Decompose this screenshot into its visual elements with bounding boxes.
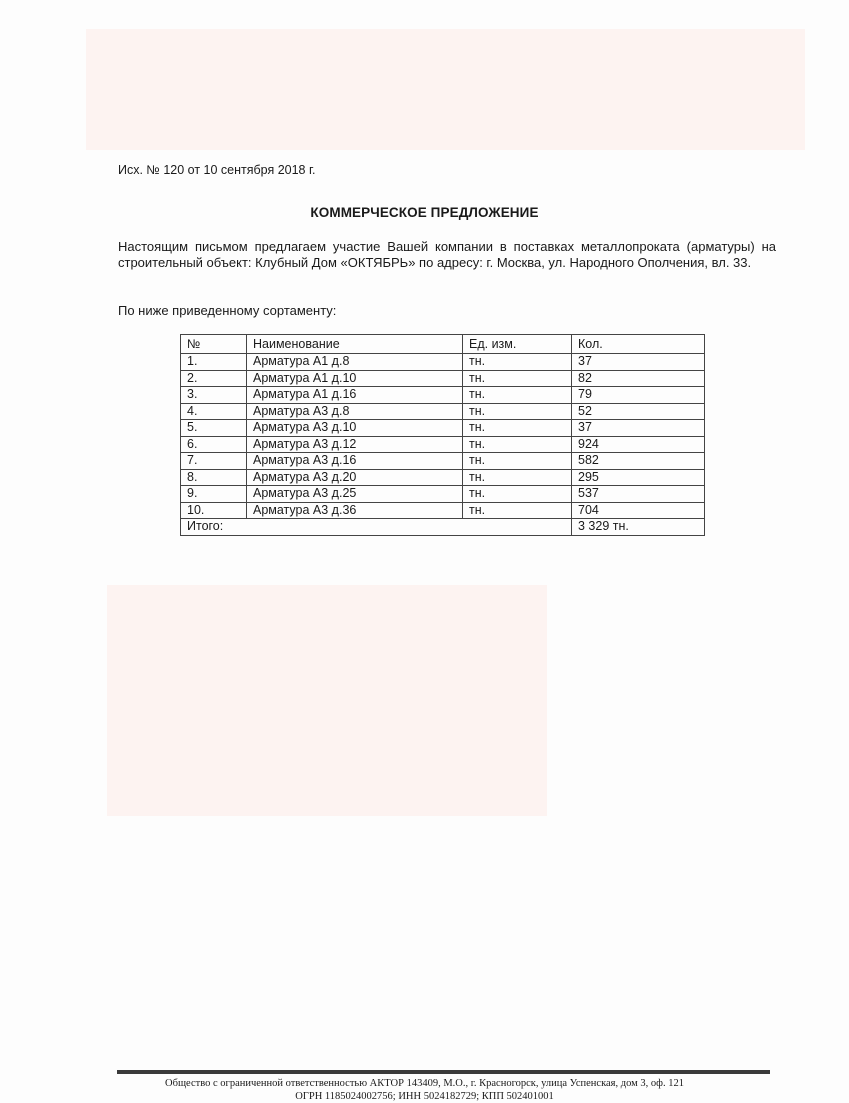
row-number: 7. (181, 453, 247, 470)
header-name: Наименование (247, 335, 463, 354)
footer-registration: ОГРН 1185024002756; ИНН 5024182729; КПП 502401001 (295, 1091, 554, 1102)
row-number: 4. (181, 403, 247, 420)
row-unit: тн. (463, 387, 572, 404)
document-title: КОММЕРЧЕСКОЕ ПРЕДЛОЖЕНИЕ (310, 205, 539, 220)
row-quantity: 79 (572, 387, 705, 404)
row-quantity: 37 (572, 420, 705, 437)
table-row (181, 436, 705, 453)
total-label: Итого: (181, 519, 572, 536)
row-name: Арматура А3 д.8 (247, 403, 463, 420)
row-name: Арматура А3 д.12 (247, 436, 463, 453)
row-unit: тн. (463, 403, 572, 420)
assortment-intro: По ниже приведенному сортаменту: (118, 303, 337, 318)
header-quantity: Кол. (572, 335, 705, 354)
row-name: Арматура А1 д.8 (247, 354, 463, 371)
row-unit: тн. (463, 436, 572, 453)
row-unit: тн. (463, 502, 572, 519)
table-row (181, 354, 705, 371)
row-name: Арматура А3 д.10 (247, 420, 463, 437)
row-name: Арматура А1 д.16 (247, 387, 463, 404)
row-number: 9. (181, 486, 247, 503)
row-unit: тн. (463, 469, 572, 486)
row-name: Арматура А3 д.25 (247, 486, 463, 503)
row-quantity: 52 (572, 403, 705, 420)
row-quantity: 582 (572, 453, 705, 470)
row-number: 5. (181, 420, 247, 437)
table-row (181, 502, 705, 519)
table-row (181, 469, 705, 486)
letter-body: Настоящим письмом предлагаем участие Вашей компании в поставках металлопроката (арматуры) на строительный объект: Клубный Дом «ОКТЯБРЬ» по адресу: г. Москва, ул. Народного Ополчения, вл. 33. (118, 239, 776, 270)
table-body (181, 354, 705, 519)
row-unit: тн. (463, 370, 572, 387)
redacted-letterhead (86, 29, 805, 150)
company-footer (0, 1077, 849, 1103)
row-name: Арматура А1 д.10 (247, 370, 463, 387)
row-quantity: 537 (572, 486, 705, 503)
row-quantity: 82 (572, 370, 705, 387)
table-row (181, 370, 705, 387)
row-quantity: 37 (572, 354, 705, 371)
header-unit: Ед. изм. (463, 335, 572, 354)
row-number: 3. (181, 387, 247, 404)
table-row (181, 453, 705, 470)
table-row (181, 403, 705, 420)
assortment-table (180, 334, 705, 536)
row-number: 8. (181, 469, 247, 486)
total-row (181, 519, 705, 536)
header-number: № (181, 335, 247, 354)
footer-company-address: Общество с ограниченной ответственностью АКТОР 143409, М.О., г. Красногорск, улица Успенская, дом 3, оф. 121 (165, 1078, 684, 1089)
table-header-row (181, 335, 705, 354)
outgoing-reference: Исх. № 120 от 10 сентября 2018 г. (118, 163, 316, 177)
row-name: Арматура А3 д.16 (247, 453, 463, 470)
table-row (181, 486, 705, 503)
row-unit: тн. (463, 486, 572, 503)
row-unit: тн. (463, 354, 572, 371)
table-row (181, 387, 705, 404)
redacted-signature-block (107, 585, 547, 816)
footer-divider (117, 1070, 770, 1074)
row-number: 6. (181, 436, 247, 453)
row-number: 1. (181, 354, 247, 371)
total-value: 3 329 тн. (572, 519, 705, 536)
table-row (181, 420, 705, 437)
row-number: 10. (181, 502, 247, 519)
row-quantity: 704 (572, 502, 705, 519)
row-unit: тн. (463, 453, 572, 470)
row-quantity: 295 (572, 469, 705, 486)
row-name: Арматура А3 д.36 (247, 502, 463, 519)
row-unit: тн. (463, 420, 572, 437)
row-number: 2. (181, 370, 247, 387)
row-quantity: 924 (572, 436, 705, 453)
row-name: Арматура А3 д.20 (247, 469, 463, 486)
